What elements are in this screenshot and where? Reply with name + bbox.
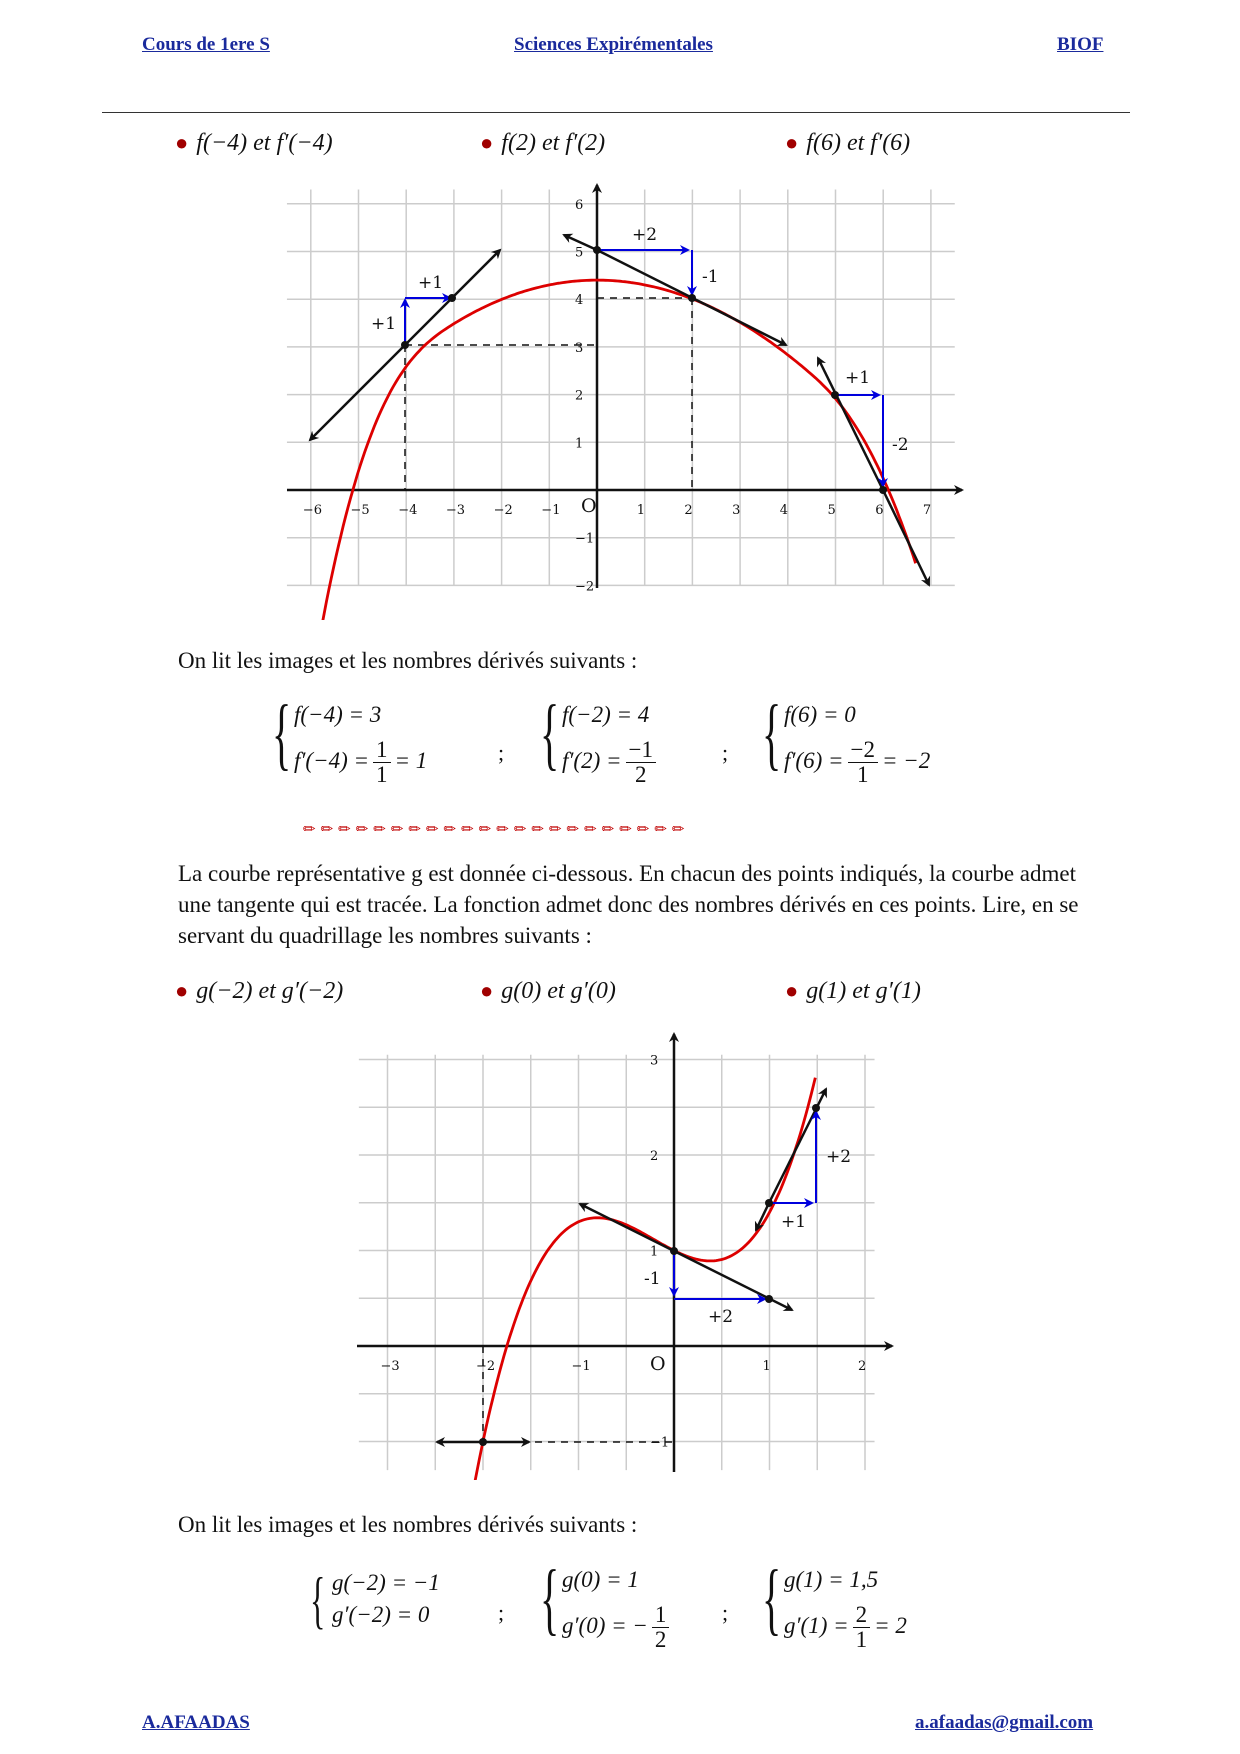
bullet-item: ● f(−4) et f′(−4): [175, 130, 333, 156]
curve-g: [388, 1078, 816, 1480]
bullet-dot-icon: ●: [175, 130, 189, 155]
y-tick-label: 3: [575, 340, 584, 356]
point-marker: [812, 1104, 820, 1112]
y-tick-label: 1: [575, 436, 584, 452]
x-tick-label: −3: [445, 503, 466, 518]
y-tick-label: −1: [575, 531, 595, 547]
brace-icon: {: [762, 690, 782, 778]
x-tick-label: 6: [875, 503, 884, 518]
x-tick-label: 7: [922, 503, 932, 518]
y-tick-label: 2: [575, 388, 584, 404]
brace-icon: {: [272, 690, 292, 778]
annotation-label: +2: [632, 225, 658, 245]
point-marker: [879, 486, 887, 494]
x-tick-label: −5: [350, 503, 370, 518]
bullet-item: ● f(6) et f′(6): [785, 130, 911, 156]
annotation-label: -1: [702, 267, 719, 287]
point-marker: [593, 246, 601, 254]
point-marker: [765, 1295, 773, 1303]
header-course[interactable]: Cours de 1ere S: [142, 34, 270, 55]
annotation-label: -2: [892, 435, 909, 455]
pencil-separator-icon: ✏✏✏✏✏✏✏✏✏✏✏✏✏✏✏✏✏✏✏✏✏✏: [303, 820, 690, 838]
bullet-dot-icon: ●: [480, 978, 494, 1003]
y-tick-label: 4: [575, 293, 584, 309]
fraction: $\frac{2}{1}$: [853, 1603, 871, 1652]
header-subject[interactable]: Sciences Expirémentales: [514, 34, 713, 55]
bullet-dot-icon: ●: [785, 978, 799, 1003]
point-marker: [765, 1199, 773, 1207]
x-tick-label: −4: [398, 503, 418, 518]
y-tick-label: −1: [650, 1435, 670, 1451]
x-tick-label: 5: [827, 503, 836, 518]
bullet-item: ● g(0) et g′(0): [480, 978, 616, 1004]
y-tick-label: 1: [650, 1244, 659, 1260]
separator-semicolon: ;: [722, 1600, 729, 1625]
annotation-label: +1: [781, 1212, 807, 1232]
x-tick-label: 2: [684, 503, 693, 518]
fraction: $\frac{1}{1}$: [373, 738, 391, 787]
origin-label: O: [650, 1353, 666, 1375]
annotation-label: +1: [371, 314, 397, 334]
y-tick-label: 6: [575, 197, 584, 213]
point-marker: [670, 1247, 678, 1255]
annotation-label: +2: [826, 1147, 852, 1167]
separator-semicolon: ;: [722, 740, 729, 765]
annotation-label: +1: [418, 273, 444, 293]
x-tick-label: 1: [762, 1359, 771, 1374]
point-marker: [831, 391, 839, 399]
x-tick-label: 3: [732, 503, 741, 518]
annotation-label: +1: [845, 368, 871, 388]
y-tick-label: −2: [575, 579, 595, 595]
y-tick-label: 2: [650, 1149, 659, 1164]
x-tick-label: 4: [779, 503, 789, 518]
point-marker: [448, 294, 456, 302]
intro-text: On lit les images et les nombres dérivés suivants :: [178, 1512, 638, 1537]
fraction: $\frac{-2}{1}$: [848, 738, 878, 787]
point-marker: [688, 294, 696, 302]
annotation-label: -1: [644, 1269, 661, 1289]
bullet-dot-icon: ●: [785, 130, 799, 155]
bullet-item: ● g(1) et g′(1): [785, 978, 921, 1004]
x-tick-label: −2: [493, 503, 513, 518]
point-marker: [479, 1438, 487, 1446]
point-marker: [401, 341, 409, 349]
fraction: $\frac{1}{2}$: [652, 1603, 670, 1652]
bullet-item: ● f(2) et f′(2): [480, 130, 606, 156]
header-level[interactable]: BIOF: [1057, 34, 1104, 55]
x-tick-label: −2: [476, 1359, 496, 1374]
separator-semicolon: ;: [498, 740, 505, 765]
brace-icon: {: [540, 690, 560, 778]
y-tick-label: 3: [650, 1053, 659, 1069]
intro-text: On lit les images et les nombres dérivés suivants :: [178, 648, 638, 673]
curve-f: [322, 280, 916, 620]
bullet-dot-icon: ●: [175, 978, 189, 1003]
origin-label: O: [581, 495, 597, 517]
separator-semicolon: ;: [498, 1600, 505, 1625]
bullet-item: ● g(−2) et g′(−2): [175, 978, 344, 1004]
footer-email-link[interactable]: a.afaadas@gmail.com: [915, 1712, 1094, 1733]
y-tick-label: 5: [575, 245, 584, 261]
fraction: $\frac{-1}{2}$: [626, 738, 656, 787]
x-tick-label: −1: [571, 1359, 591, 1374]
x-tick-label: −1: [541, 503, 561, 518]
footer-author[interactable]: A.AFAADAS: [142, 1712, 250, 1733]
x-tick-label: 2: [858, 1359, 867, 1374]
x-tick-label: 1: [636, 503, 645, 518]
x-tick-label: −3: [380, 1359, 400, 1374]
graph-f: [0, 0, 1240, 620]
tangent-arrow: [674, 1251, 792, 1310]
bullet-list-g: [175, 978, 1075, 1018]
annotation-label: +2: [708, 1307, 734, 1327]
x-tick-label: −6: [302, 503, 322, 518]
exercise-paragraph: La courbe représentative g est donnée ci-dessous. En chacun des points indiqués, la courbe admet une tangente qui est tracée. La fonction admet donc des nombres dérivés en ces points. Lire, en se servant du quadrillage les nombres suivants :: [178, 861, 1079, 948]
brace-icon: {: [310, 1564, 326, 1635]
brace-icon: {: [540, 1555, 560, 1643]
graph-g: [0, 1020, 1240, 1480]
brace-icon: {: [762, 1555, 782, 1643]
bullet-dot-icon: ●: [480, 130, 494, 155]
